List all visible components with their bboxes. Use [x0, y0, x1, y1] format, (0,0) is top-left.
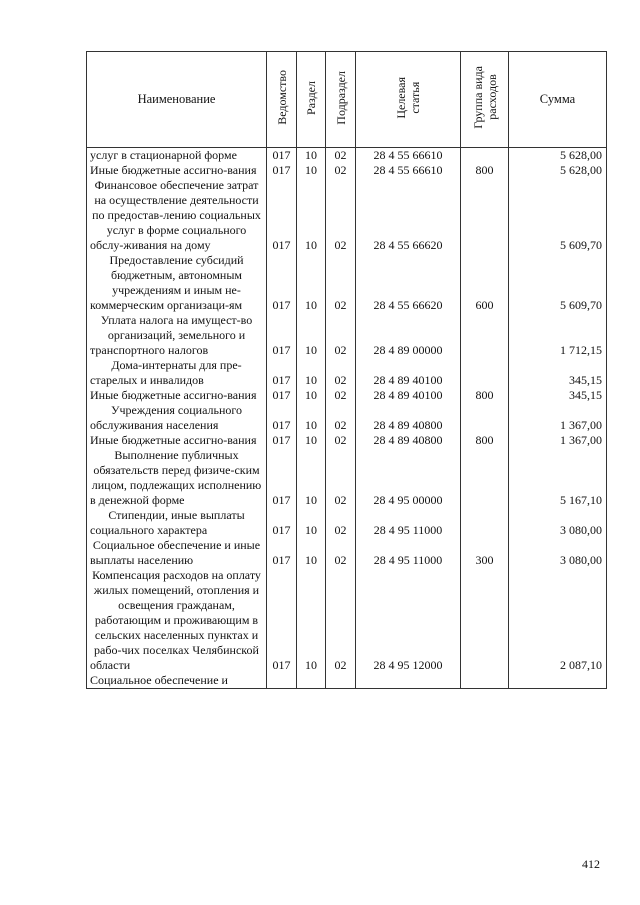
cell-target-article — [356, 673, 461, 689]
cell-sum: 2 087,10 — [509, 568, 607, 673]
cell-expense-group — [461, 673, 509, 689]
cell-expense-group: 800 — [461, 433, 509, 448]
cell-expense-group: 800 — [461, 163, 509, 178]
table-row — [87, 508, 607, 538]
table-header-row — [87, 52, 607, 148]
cell-name: Финансовое обеспечение затрат на осуществление деятельности по предостав-лению социальных услуг в форме социального обслу-живания на дому — [87, 178, 267, 253]
cell-vedomstvo: 017 — [267, 508, 297, 538]
cell-podrazdel: 02 — [326, 148, 356, 164]
cell-sum: 1 367,00 — [509, 403, 607, 433]
header-razdel: Раздел — [297, 52, 326, 148]
cell-razdel: 10 — [297, 358, 326, 388]
cell-target-article: 28 4 89 00000 — [356, 313, 461, 358]
cell-name: Уплата налога на имущест-во организаций, земельного и транспортного налогов — [87, 313, 267, 358]
cell-expense-group — [461, 313, 509, 358]
cell-name: Учреждения социального обслуживания населения — [87, 403, 267, 433]
cell-target-article: 28 4 55 66610 — [356, 148, 461, 164]
cell-target-article: 28 4 89 40100 — [356, 358, 461, 388]
cell-vedomstvo: 017 — [267, 538, 297, 568]
cell-target-article: 28 4 55 66610 — [356, 163, 461, 178]
cell-sum: 5 628,00 — [509, 148, 607, 164]
cell-sum: 5 609,70 — [509, 253, 607, 313]
table-row — [87, 178, 607, 253]
cell-name: Выполнение публичных обязательств перед физиче-ским лицом, подлежащих исполнению в денежной форме — [87, 448, 267, 508]
cell-podrazdel: 02 — [326, 403, 356, 433]
cell-sum: 5 167,10 — [509, 448, 607, 508]
cell-razdel: 10 — [297, 568, 326, 673]
cell-vedomstvo: 017 — [267, 148, 297, 164]
table-row — [87, 388, 607, 403]
cell-razdel: 10 — [297, 313, 326, 358]
table-row — [87, 163, 607, 178]
cell-expense-group — [461, 568, 509, 673]
cell-name: Иные бюджетные ассигно-вания — [87, 163, 267, 178]
cell-sum: 3 080,00 — [509, 538, 607, 568]
cell-expense-group: 600 — [461, 253, 509, 313]
cell-sum: 345,15 — [509, 358, 607, 388]
cell-podrazdel: 02 — [326, 433, 356, 448]
table-row — [87, 313, 607, 358]
header-vedomstvo: Ведомство — [267, 52, 297, 148]
cell-name: Иные бюджетные ассигно-вания — [87, 433, 267, 448]
cell-sum — [509, 673, 607, 689]
cell-target-article: 28 4 89 40100 — [356, 388, 461, 403]
cell-target-article: 28 4 89 40800 — [356, 433, 461, 448]
cell-vedomstvo: 017 — [267, 358, 297, 388]
cell-target-article: 28 4 95 00000 — [356, 448, 461, 508]
cell-razdel: 10 — [297, 508, 326, 538]
cell-sum: 345,15 — [509, 388, 607, 403]
cell-sum: 3 080,00 — [509, 508, 607, 538]
table-body — [87, 148, 607, 689]
cell-razdel: 10 — [297, 178, 326, 253]
cell-vedomstvo: 017 — [267, 253, 297, 313]
cell-target-article: 28 4 55 66620 — [356, 253, 461, 313]
cell-vedomstvo: 017 — [267, 388, 297, 403]
table-row — [87, 568, 607, 673]
cell-sum: 1 367,00 — [509, 433, 607, 448]
cell-name: Дома-интернаты для пре-старелых и инвалидов — [87, 358, 267, 388]
table-row — [87, 448, 607, 508]
cell-name: Компенсация расходов на оплату жилых помещений, отопления и освещения гражданам, работающим и проживающим в сельских населенных пунктах и рабо-чих поселках Челябинской области — [87, 568, 267, 673]
table-row — [87, 433, 607, 448]
cell-podrazdel: 02 — [326, 508, 356, 538]
cell-podrazdel: 02 — [326, 163, 356, 178]
table-row — [87, 148, 607, 164]
cell-podrazdel: 02 — [326, 538, 356, 568]
cell-vedomstvo: 017 — [267, 403, 297, 433]
cell-podrazdel: 02 — [326, 313, 356, 358]
cell-vedomstvo: 017 — [267, 448, 297, 508]
cell-expense-group — [461, 448, 509, 508]
cell-podrazdel: 02 — [326, 568, 356, 673]
cell-razdel: 10 — [297, 538, 326, 568]
cell-target-article: 28 4 95 11000 — [356, 508, 461, 538]
cell-expense-group: 800 — [461, 388, 509, 403]
cell-razdel: 10 — [297, 388, 326, 403]
cell-name: Иные бюджетные ассигно-вания — [87, 388, 267, 403]
cell-vedomstvo — [267, 673, 297, 689]
cell-vedomstvo: 017 — [267, 433, 297, 448]
cell-target-article: 28 4 89 40800 — [356, 403, 461, 433]
header-expense-group: Группа вида расходов — [461, 52, 509, 148]
cell-razdel: 10 — [297, 163, 326, 178]
cell-target-article: 28 4 55 66620 — [356, 178, 461, 253]
cell-podrazdel: 02 — [326, 358, 356, 388]
header-podrazdel: Подраздел — [326, 52, 356, 148]
cell-target-article: 28 4 95 12000 — [356, 568, 461, 673]
page-number: 412 — [582, 857, 600, 871]
header-sum: Сумма — [509, 52, 607, 148]
cell-sum: 1 712,15 — [509, 313, 607, 358]
cell-sum: 5 609,70 — [509, 178, 607, 253]
cell-vedomstvo: 017 — [267, 178, 297, 253]
cell-vedomstvo: 017 — [267, 163, 297, 178]
cell-razdel: 10 — [297, 448, 326, 508]
cell-name: Предоставление субсидий бюджетным, автономным учреждениям и иным не-коммерческим организаци-ям — [87, 253, 267, 313]
cell-podrazdel: 02 — [326, 448, 356, 508]
cell-expense-group — [461, 403, 509, 433]
table-row — [87, 253, 607, 313]
cell-expense-group — [461, 508, 509, 538]
table-row — [87, 673, 607, 689]
table-row — [87, 538, 607, 568]
cell-razdel: 10 — [297, 148, 326, 164]
header-target-article: Целевая статья — [356, 52, 461, 148]
budget-table — [86, 51, 607, 689]
cell-podrazdel: 02 — [326, 253, 356, 313]
cell-name: Социальное обеспечение и иные выплаты населению — [87, 538, 267, 568]
cell-name: Социальное обеспечение и — [87, 673, 267, 689]
cell-vedomstvo: 017 — [267, 568, 297, 673]
cell-razdel: 10 — [297, 433, 326, 448]
cell-vedomstvo: 017 — [267, 313, 297, 358]
cell-sum: 5 628,00 — [509, 163, 607, 178]
cell-podrazdel: 02 — [326, 178, 356, 253]
cell-expense-group: 300 — [461, 538, 509, 568]
header-name: Наименование — [87, 52, 267, 148]
cell-target-article: 28 4 95 11000 — [356, 538, 461, 568]
cell-razdel: 10 — [297, 403, 326, 433]
cell-expense-group — [461, 178, 509, 253]
cell-expense-group — [461, 358, 509, 388]
cell-expense-group — [461, 148, 509, 164]
cell-name: Стипендии, иные выплаты социального характера — [87, 508, 267, 538]
table-row — [87, 403, 607, 433]
cell-name: услуг в стационарной форме — [87, 148, 267, 164]
cell-razdel: 10 — [297, 253, 326, 313]
cell-podrazdel: 02 — [326, 388, 356, 403]
table-row — [87, 358, 607, 388]
cell-podrazdel — [326, 673, 356, 689]
cell-razdel — [297, 673, 326, 689]
